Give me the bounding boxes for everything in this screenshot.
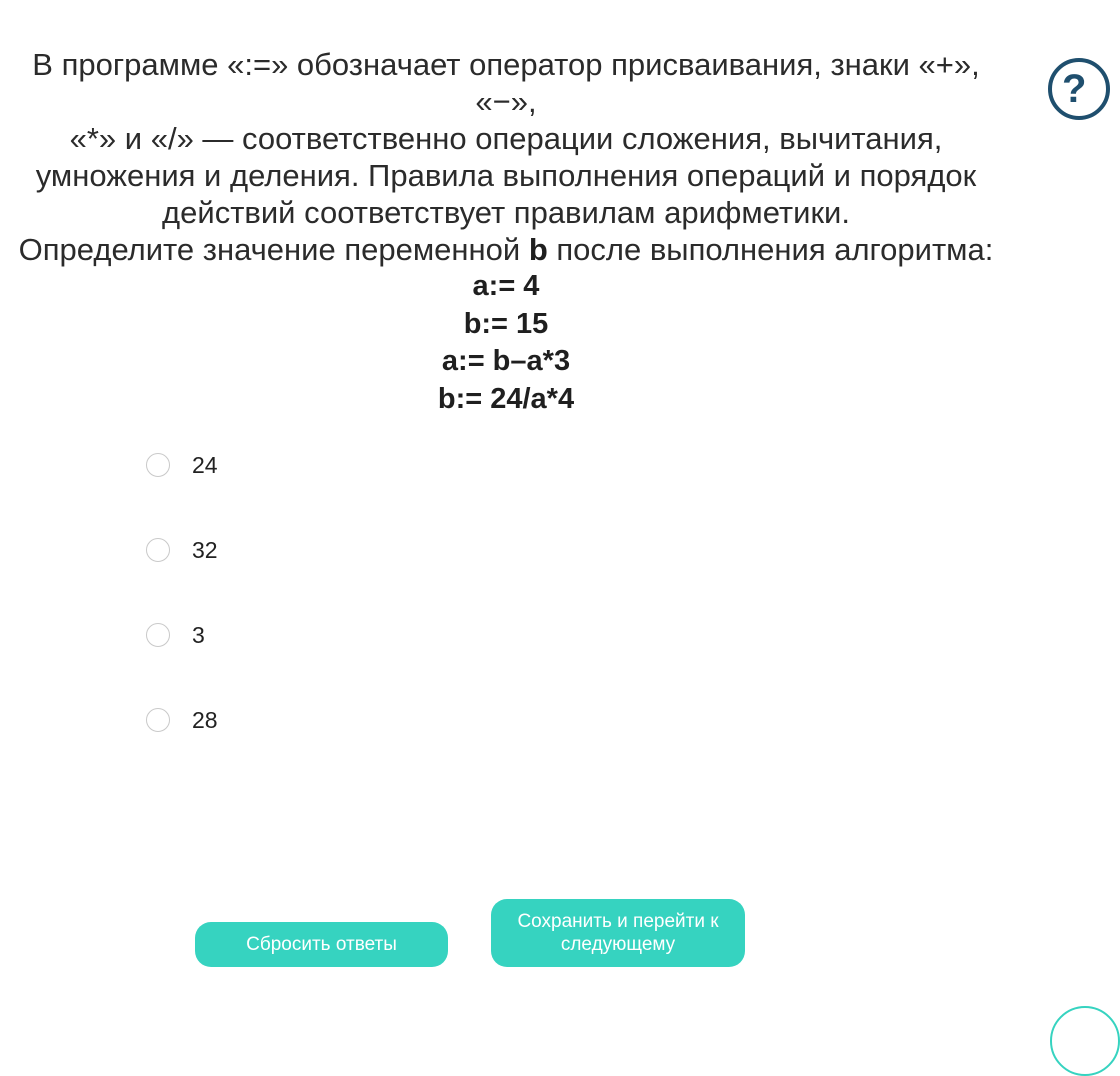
- answer-option-label: 32: [192, 536, 218, 563]
- code-line: b:= 15: [463, 307, 549, 340]
- question-prefix: Определите значение переменной: [18, 232, 529, 267]
- radio-button[interactable]: [146, 623, 170, 647]
- answer-options: [146, 445, 218, 785]
- question-line: В программе «:=» обозначает оператор присваивания, знаки «+», «−»,: [32, 47, 980, 119]
- radio-button[interactable]: [146, 453, 170, 477]
- variable-name: b: [528, 232, 548, 267]
- radio-button[interactable]: [146, 538, 170, 562]
- answer-option[interactable]: [146, 530, 218, 570]
- question-text: [0, 46, 1012, 418]
- question-line: [0, 231, 1012, 268]
- question-suffix: после выполнения алгоритма:: [547, 232, 994, 267]
- answer-option[interactable]: [146, 615, 218, 655]
- reset-answers-button[interactable]: Сбросить ответы: [195, 922, 448, 967]
- algorithm-code: [0, 268, 1012, 418]
- answer-option[interactable]: [146, 445, 218, 485]
- corner-button-edge[interactable]: [1050, 1006, 1120, 1076]
- help-icon[interactable]: ?: [1048, 58, 1110, 120]
- answer-option-label: 3: [192, 621, 205, 648]
- question-line: умножения и деления. Правила выполнения операций и порядок: [35, 158, 977, 193]
- radio-button[interactable]: [146, 708, 170, 732]
- code-line: b:= 24/a*4: [437, 382, 575, 415]
- question-line: действий соответствует правилам арифметики.: [162, 195, 850, 230]
- code-line: a:= 4: [472, 270, 540, 302]
- answer-option-label: 24: [192, 451, 218, 478]
- answer-option[interactable]: [146, 700, 218, 740]
- question-line: «*» и «/» — соответственно операции сложения, вычитания,: [69, 121, 943, 156]
- code-line: a:= b–a*3: [441, 345, 571, 377]
- save-and-next-button[interactable]: Сохранить и перейти к следующему: [491, 899, 745, 967]
- answer-option-label: 28: [192, 706, 218, 733]
